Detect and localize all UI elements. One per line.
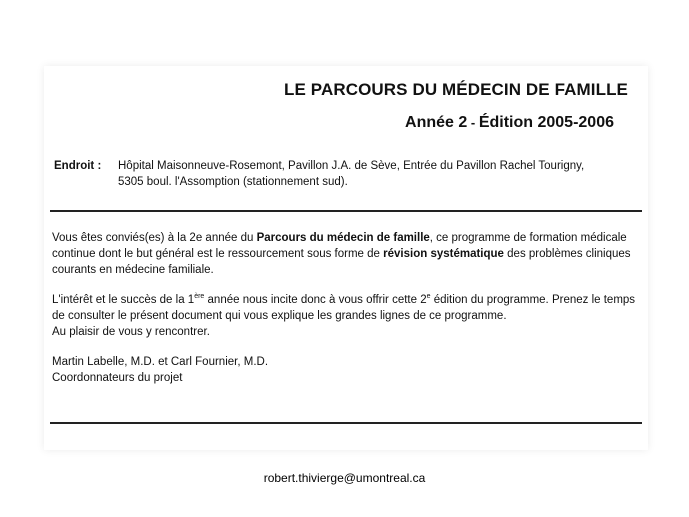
paragraph-2-line-2: de consulter le présent document qui vous explique les grandes lignes de ce programme. <box>52 310 507 322</box>
contact-email: robert.thivierge@umontreal.ca <box>263 471 426 485</box>
paragraph-1-line-2 <box>52 246 642 262</box>
document-title: LE PARCOURS DU MÉDECIN DE FAMILLE <box>284 80 628 99</box>
signature-block <box>52 354 642 386</box>
divider-top <box>50 210 642 212</box>
superscript: ère <box>194 293 205 301</box>
location-line-1: Hôpital Maisonneuve-Rosemont, Pavillon J.A. de Sève, Entrée du Pavillon Rachel Tourigny, <box>118 160 585 172</box>
paragraph-2-line-3: Au plaisir de vous y rencontrer. <box>52 326 210 338</box>
document-body <box>52 230 642 400</box>
text-run: continue dont le but général est le ressourcement sous forme de <box>52 248 384 260</box>
text-run: édition du programme. Prenez le temps <box>430 294 636 306</box>
paragraph-invitation <box>52 230 642 278</box>
emphasis-text: révision systématique <box>383 248 504 260</box>
text-run: , ce programme de formation médicale <box>429 232 627 244</box>
text-run: L'intérêt et le succès de la 1 <box>52 294 195 306</box>
text-run: des problèmes cliniques <box>503 248 631 260</box>
divider-bottom <box>50 422 642 424</box>
paragraph-2-line-1 <box>52 292 642 308</box>
superscript: e <box>426 293 431 301</box>
program-name: Parcours du médecin de famille <box>256 232 430 244</box>
location-address <box>118 158 638 190</box>
subtitle-separator: - <box>467 115 479 130</box>
paragraph-1-line-1 <box>52 230 642 246</box>
document-panel <box>44 66 648 450</box>
subtitle-year: Année 2 <box>405 114 468 131</box>
paragraph-success <box>52 292 642 340</box>
location-label: Endroit : <box>54 160 102 172</box>
signature-names: Martin Labelle, M.D. et Carl Fournier, M.D. <box>52 356 269 368</box>
signature-role: Coordonnateurs du projet <box>52 372 183 384</box>
paragraph-1-line-3: courants en médecine familiale. <box>52 264 214 276</box>
text-run: Vous êtes conviés(es) à la 2e année du <box>52 232 257 244</box>
subtitle-edition: Édition 2005-2006 <box>478 114 614 131</box>
document-subtitle <box>405 114 614 132</box>
location-line-2: 5305 boul. l'Assomption (stationnement sud). <box>118 176 348 188</box>
text-run: année nous incite donc à vous offrir cette 2 <box>204 294 427 306</box>
